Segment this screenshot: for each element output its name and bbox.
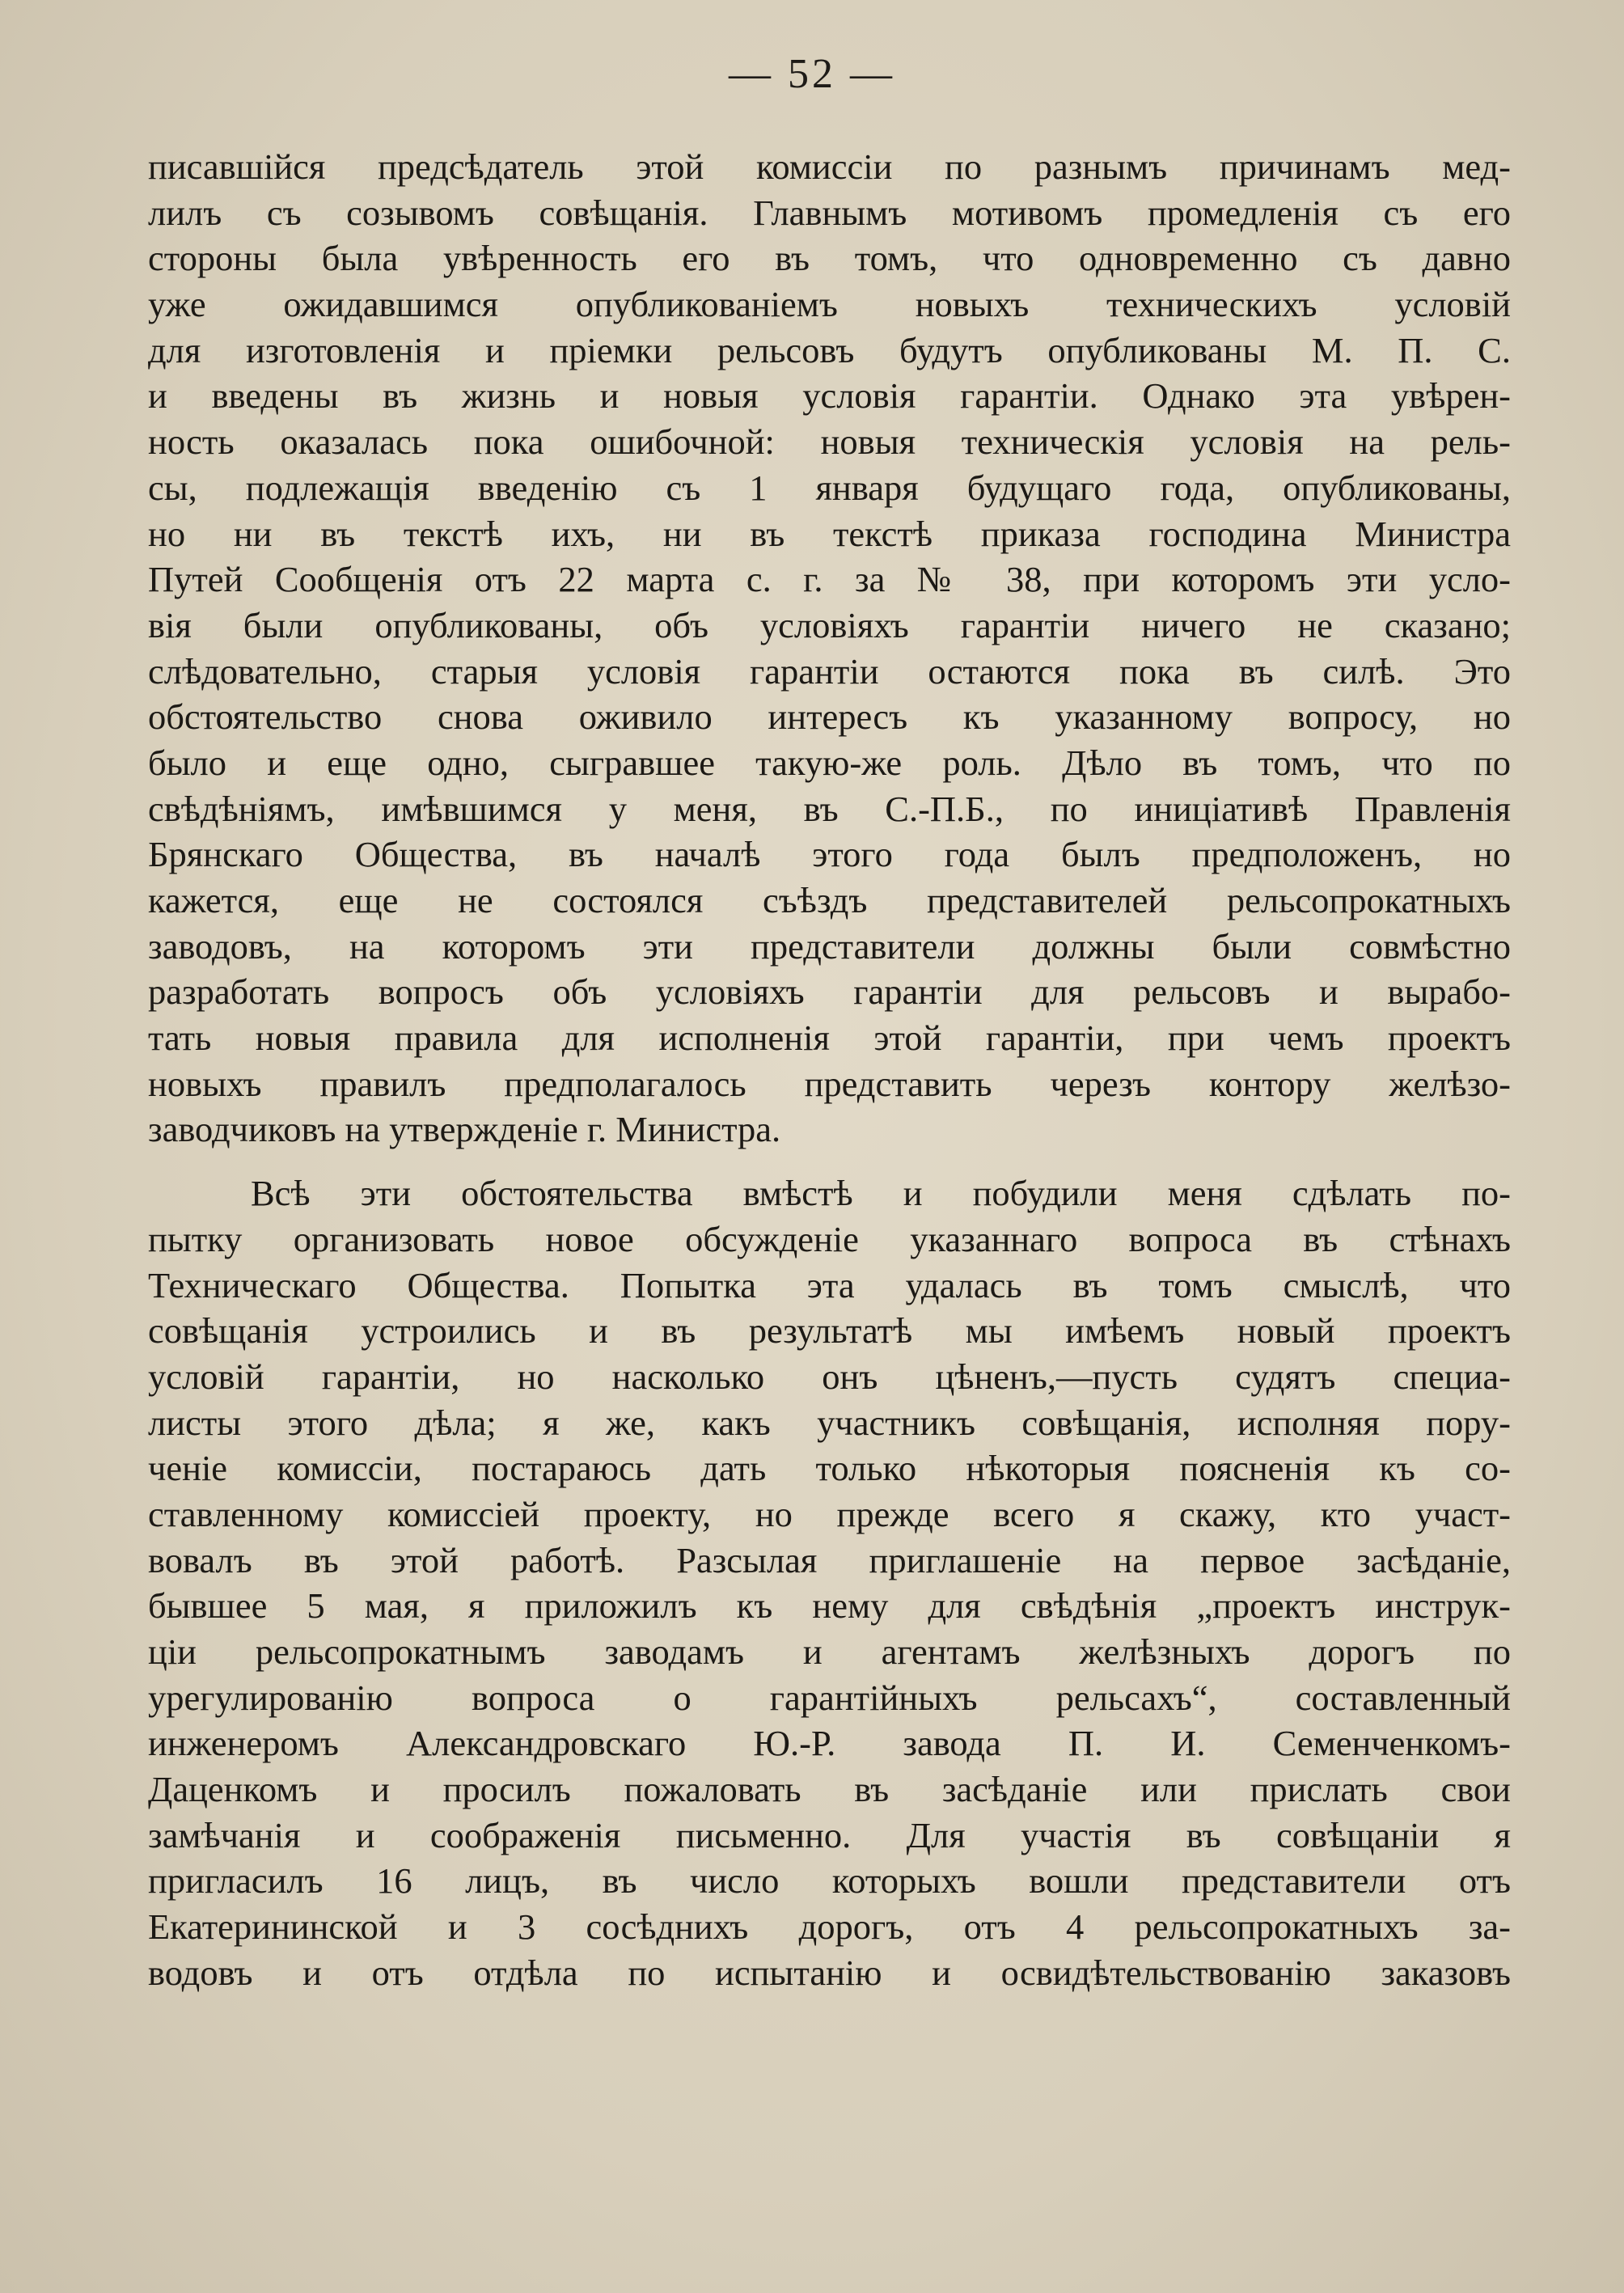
text-line: вовалъ въ этой работѣ. Разсылая приглашеніе на первое засѣданіе, [148,1539,1511,1580]
body-text [148,144,1511,1996]
text-line: совѣщанія устроились и въ результатѣ мы имѣемъ новый проектъ [148,1310,1511,1352]
text-line: заводовъ, на которомъ эти представители должны были совмѣстно [148,925,1511,967]
page-number: — 52 — [729,51,895,97]
text-line: ставленному комиссіей проекту, но прежде всего я скажу, кто участ- [148,1493,1511,1534]
text-line: Путей Сообщенія отъ 22 марта с. г. за № 38, при которомъ эти усло- [148,559,1511,600]
text-line: Екатерининской и 3 сосѣднихъ дорогъ, отъ 4 рельсопрокатныхъ за- [148,1906,1511,1948]
text-line: лилъ съ созывомъ совѣщанія. Главнымъ мотивомъ промедленія съ его [148,192,1511,233]
text-line: писавшійся предсѣдатель этой комиссіи по разнымъ причинамъ мед- [148,146,1511,187]
text-line: ность оказалась пока ошибочной: новыя техническія условія на рель- [148,421,1511,463]
text-line: пригласилъ 16 лицъ, въ число которыхъ вошли представители отъ [148,1860,1511,1902]
text-line: вія были опубликованы, объ условіяхъ гарантіи ничего не сказано; [148,604,1511,645]
text-line: водовъ и отъ отдѣла по испытанію и освидѣтельствованію заказовъ [148,1952,1511,1993]
text-line: но ни въ текстѣ ихъ, ни въ текстѣ приказа господина Министра [148,513,1511,554]
text-line: Техническаго Общества. Попытка эта удалась въ томъ смыслѣ, что [148,1264,1511,1305]
text-line: обстоятельство снова оживило интересъ къ указанному вопросу, но [148,696,1511,738]
text-line: тать новыя правила для исполненія этой гарантіи, при чемъ проектъ [148,1017,1511,1059]
text-line: свѣдѣніямъ, имѣвшимся у меня, въ С.-П.Б., по иниціативѣ Правленія [148,788,1511,829]
text-line: разработать вопросъ объ условіяхъ гарантіи для рельсовъ и вырабо- [148,971,1511,1013]
text-line: Даценкомъ и просилъ пожаловать въ засѣданіе или прислать свои [148,1769,1511,1810]
text-line: ціи рельсопрокатнымъ заводамъ и агентамъ желѣзныхъ дорогъ по [148,1631,1511,1672]
text-line: листы этого дѣла; я же, какъ участникъ совѣщанія, исполняя пору- [148,1402,1511,1443]
text-line: Всѣ эти обстоятельства вмѣстѣ и побудили меня сдѣлать по- [251,1173,1511,1214]
text-line: сы, подлежащія введенію съ 1 января будущаго года, опубликованы, [148,467,1511,508]
text-line: уже ожидавшимся опубликованіемъ новыхъ техническихъ условій [148,284,1511,325]
text-line: для изготовленія и пріемки рельсовъ будутъ опубликованы М. П. С. [148,329,1511,370]
paragraph-gap [148,1153,1511,1170]
text-line: бывшее 5 мая, я приложилъ къ нему для свѣдѣнія „проектъ инструк- [148,1585,1511,1627]
text-line: кажется, еще не состоялся съѣздъ представителей рельсопрокатныхъ [148,880,1511,920]
text-line: заводчиковъ на утвержденіе г. Министра. [148,1109,781,1150]
paragraph-1 [148,144,1511,1153]
text-line: и введены въ жизнь и новыя условія гарантіи. Однако эта увѣрен- [148,375,1511,417]
text-line: инженеромъ Александровскаго Ю.-Р. завода П. И. Семенченкомъ- [148,1723,1511,1764]
text-line: урегулированію вопроса о гарантійныхъ рельсахъ“, составленный [148,1677,1511,1718]
text-line: Брянскаго Общества, въ началѣ этого года былъ предположенъ, но [148,834,1511,875]
text-line: стороны была увѣренность его въ томъ, что одновременно съ давно [148,238,1511,279]
text-line: было и еще одно, сыгравшее такую-же роль. Дѣло въ томъ, что по [148,742,1511,783]
paragraph-2 [148,1170,1511,1995]
text-line: новыхъ правилъ предполагалось представить черезъ контору желѣзо- [148,1063,1511,1104]
text-line: условій гарантіи, но насколько онъ цѣненъ,—пусть судятъ специа- [148,1356,1511,1397]
text-line: замѣчанія и соображенія письменно. Для участія въ совѣщаніи я [148,1814,1511,1855]
text-line: ченіе комиссіи, постараюсь дать только нѣкоторыя поясненія къ со- [148,1448,1511,1489]
text-line: пытку организовать новое обсужденіе указаннаго вопроса въ стѣнахъ [148,1218,1511,1259]
text-line: слѣдовательно, старыя условія гарантіи остаются пока въ силѣ. Это [148,650,1511,692]
